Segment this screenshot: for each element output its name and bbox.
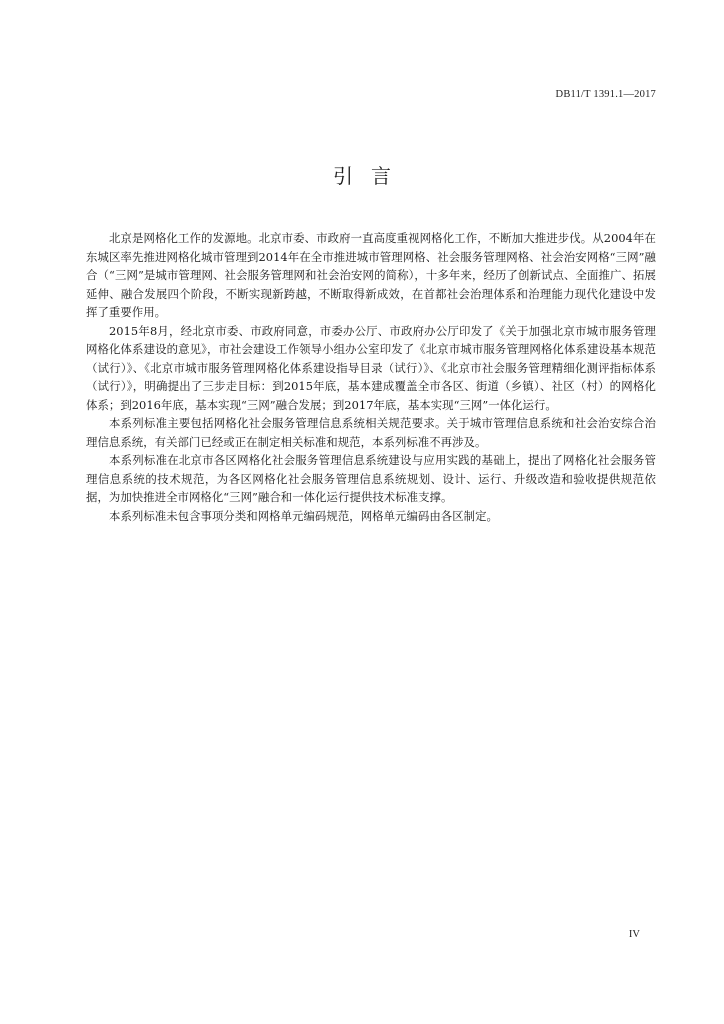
paragraph: 本系列标准未包含事项分类和网格单元编码规范，网格单元编码由各区制定。 — [109, 508, 498, 523]
paragraph: 2015年8月，经北京市委、市政府同意，市委办公厅、市政府办公厅印发了《关于加强北京市城市服务管理网格化体系建设的意见》，市社会建设工作领导小组办公室印发了《北京市城市服务管理网格化体系建设基本规范（试行）》、《北京市城市服务管理网格化体系建设指导目录（试行）》、《北京市社会服务管理精细化测评指标体系（试行）》，明确提出了三步走目标：到2015年底，基本建成覆盖全市各区、街道（乡镇）、社区（村）的网格化体系；到2016年底，基本实现“三网”融合发展；到2017年底，基本实现“三网”一体化运行。 — [86, 323, 656, 412]
body-text — [86, 229, 656, 525]
document-code: DB11/T 1391.1—2017 — [555, 89, 656, 100]
paragraph: 北京是网格化工作的发源地。北京市委、市政府一直高度重视网格化工作，不断加大推进步伐。从2004年在东城区率先推进网格化城市管理到2014年在全市推进城市管理网格、社会服务管理网格、社会治安网格“三网”融合（“三网”是城市管理网、社会服务管理网和社会治安网的简称），十多年来，经历了创新试点、全面推广、拓展延伸、融合发展四个阶段，不断实现新跨越，不断取得新成效，在首都社会治理体系和治理能力现代化建设中发挥了重要作用。 — [86, 231, 656, 319]
paragraph: 本系列标准主要包括网格化社会服务管理信息系统相关规范要求。关于城市管理信息系统和社会治安综合治理信息系统，有关部门已经或正在制定相关标准和规范，本系列标准不再涉及。 — [86, 416, 656, 449]
page-number: IV — [628, 929, 640, 940]
paragraph: 本系列标准在北京市各区网格化社会服务管理信息系统建设与应用实践的基础上，提出了网格化社会服务管理信息系统的技术规范，为各区网格化社会服务管理信息系统规划、设计、运行、升级改造和验收提供规范依据，为加快推进全市网格化“三网”融合和一体化运行提供技术标准支撑。 — [86, 453, 656, 504]
section-title: 引言 — [333, 164, 409, 188]
